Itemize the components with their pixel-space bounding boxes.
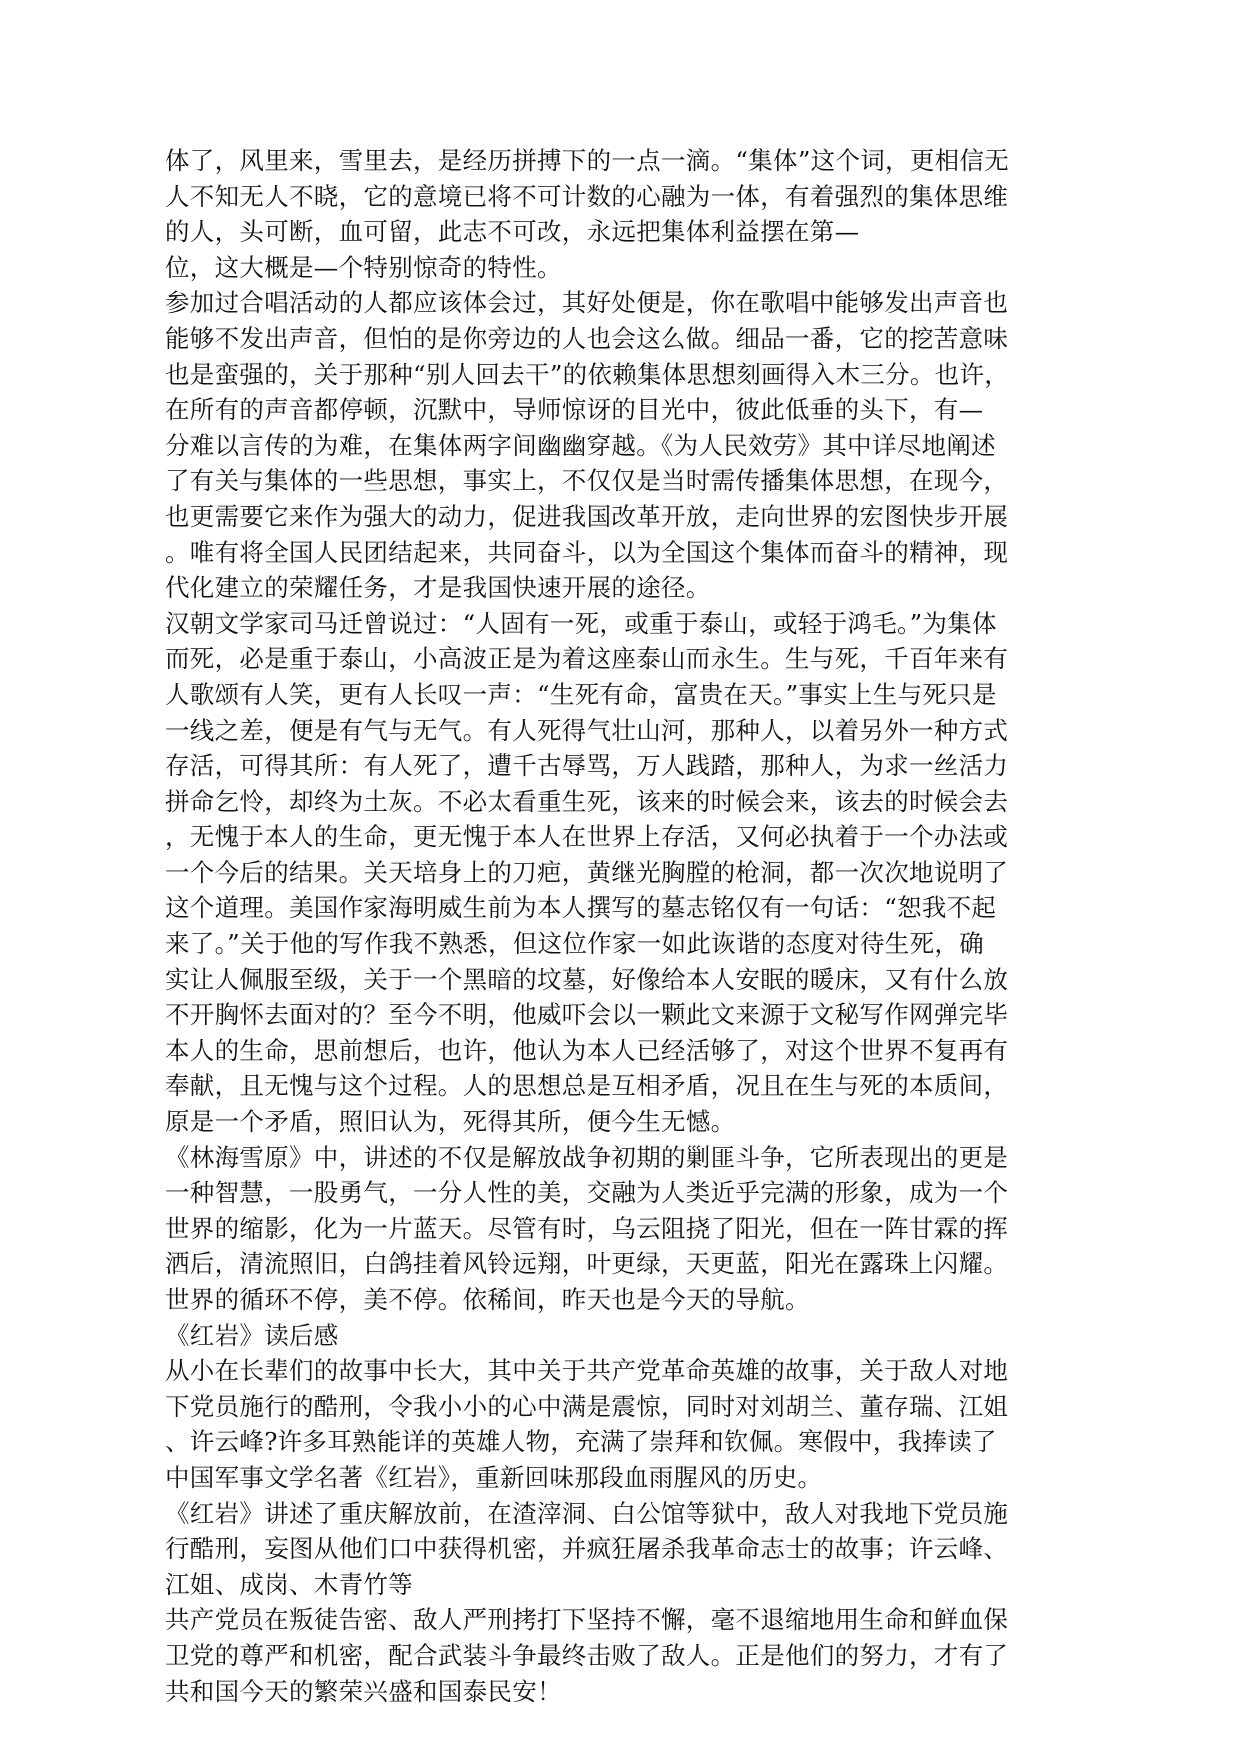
text-line: 实让人佩服至级，关于一个黑暗的坟墓，好像给本人安眠的暖床，又有什么放: [165, 964, 1009, 994]
text-line: 、许云峰?许多耳熟能详的英雄人物，充满了崇拜和钦佩。寒假中，我捧读了: [165, 1427, 997, 1457]
text-line: 一线之差，便是有气与无气。有人死得气壮山河，那种人，以着另外一种方式: [165, 715, 1009, 745]
text-line: 了有关与集体的一些思想，事实上，不仅仅是当时需传播集体思想，在现今，: [165, 466, 1009, 496]
text-line: 代化建立的荣耀任务，才是我国快速开展的途径。: [165, 573, 711, 603]
text-line: 在所有的声音都停顿，沉默中，导师惊讶的目光中，彼此低垂的头下，有—: [165, 395, 984, 425]
text-line: 汉朝文学家司马迁曾说过：“人固有一死，或重于泰山，或轻于鸿毛。”为集体: [165, 608, 997, 638]
document-body: [165, 143, 1090, 1709]
text-line: 一个今后的结果。关天培身上的刀疤，黄继光胸膛的枪洞，都一次次地说明了: [165, 857, 1009, 887]
text-line: 位，这大概是—个特别惊奇的特性。: [165, 252, 562, 282]
text-line: 江姐、成岗、木青竹等: [165, 1569, 413, 1599]
text-line: 《林海雪原》中，讲述的不仅是解放战争初期的剿匪斗争，它所表现出的更是: [165, 1142, 1009, 1172]
text-line: 来了。”关于他的写作我不熟悉，但这位作家一如此诙谐的态度对待生死，确: [165, 929, 984, 959]
text-line: 中国军事文学名著《红岩》，重新回味那段血雨腥风的历史。: [165, 1462, 823, 1492]
text-line: 原是一个矛盾，照旧认为，死得其所，便今生无憾。: [165, 1107, 736, 1137]
text-line: ，无愧于本人的生命，更无愧于本人在世界上存活，又何必执着于一个办法或: [165, 822, 1009, 852]
text-line: 共产党员在叛徒告密、敌人严刑拷打下坚持不懈，毫不退缩地用生命和鲜血保: [165, 1605, 1009, 1635]
text-line: 世界的循环不停，美不停。依稀间，昨天也是今天的导航。: [165, 1285, 810, 1314]
text-line: 也更需要它来作为强大的动力，促进我国改革开放，走向世界的宏图快步开展: [165, 501, 1009, 531]
text-line: 的人，头可断，血可留，此志不可改，永远把集体利益摆在第—: [165, 217, 860, 247]
text-line: 能够不发出声音，但怕的是你旁边的人也会这么做。细品一番，它的挖苦意味: [165, 323, 1009, 353]
text-line: 而死，必是重于泰山，小高波正是为着这座泰山而永生。生与死，千百年来有: [165, 644, 1009, 674]
text-line: 卫党的尊严和机密，配合武装斗争最终击败了敌人。正是他们的努力，才有了: [165, 1640, 1009, 1670]
text-line: 拼命乞怜，却终为土灰。不必太看重生死，该来的时候会来，该去的时候会去: [165, 786, 1009, 816]
text-line: 洒后，清流照旧，白鸽挂着风铃远翔，叶更绿，天更蓝，阳光在露珠上闪耀。: [165, 1249, 1009, 1279]
text-line: 不开胸怀去面对的？至今不明，他威吓会以一颗此文来源于文秘写作网弹完毕: [165, 1000, 1009, 1030]
text-line: 奉献，且无愧与这个过程。人的思想总是互相矛盾，况且在生与死的本质间，: [165, 1071, 1009, 1101]
text-line: 存活，可得其所：有人死了，遭千古辱骂，万人践踏，那种人，为求一丝活力: [165, 751, 1009, 781]
text-line: 本人的生命，思前想后，也许，他认为本人已经活够了，对这个世界不复再有: [165, 1035, 1009, 1065]
text-line: 世界的缩影，化为一片蓝天。尽管有时，乌云阻挠了阳光，但在一阵甘霖的挥: [165, 1213, 1009, 1243]
text-line: 人歌颂有人笑，更有人长叹一声：“生死有命，富贵在天。”事实上生与死只是: [165, 679, 997, 709]
text-line: 一种智慧，一股勇气，一分人性的美，交融为人类近乎完满的形象，成为一个: [165, 1178, 1009, 1208]
text-line: 从小在长辈们的故事中长大，其中关于共产党革命英雄的故事，关于敌人对地: [165, 1356, 1009, 1386]
text-line: 共和国今天的繁荣兴盛和国泰民安！: [165, 1676, 562, 1706]
text-line: 这个道理。美国作家海明威生前为本人撰写的墓志铭仅有一句话：“恕我不起: [165, 893, 997, 923]
text-line: 下党员施行的酷刑，令我小小的心中满是震惊，同时对刘胡兰、董存瑞、江姐: [165, 1391, 1009, 1421]
text-line: 体了，风里来，雪里去，是经历拼搏下的一点一滴。“集体”这个词，更相信无: [165, 146, 1010, 175]
text-line: 分难以言传的为难，在集体两字间幽幽穿越。《为人民效劳》其中详尽地阐述: [165, 430, 996, 460]
text-line: 行酷刑，妄图从他们口中获得机密，并疯狂屠杀我革命志士的故事；许云峰、: [165, 1534, 1009, 1564]
section-title: 《红岩》读后感: [165, 1320, 339, 1350]
text-line: 。唯有将全国人民团结起来，共同奋斗，以为全国这个集体而奋斗的精神，现: [165, 537, 1009, 567]
text-line: 《红岩》讲述了重庆解放前，在渣滓洞、白公馆等狱中，敌人对我地下党员施: [165, 1498, 1009, 1528]
text-line: 参加过合唱活动的人都应该体会过，其好处便是，你在歌唱中能够发出声音也: [165, 288, 1009, 318]
text-line: 人不知无人不晓，它的意境已将不可计数的心融为一体，有着强烈的集体思维: [165, 181, 1009, 211]
text-line: 也是蛮强的，关于那种“别人回去干”的依赖集体思想刻画得入木三分。也许，: [165, 359, 1010, 389]
